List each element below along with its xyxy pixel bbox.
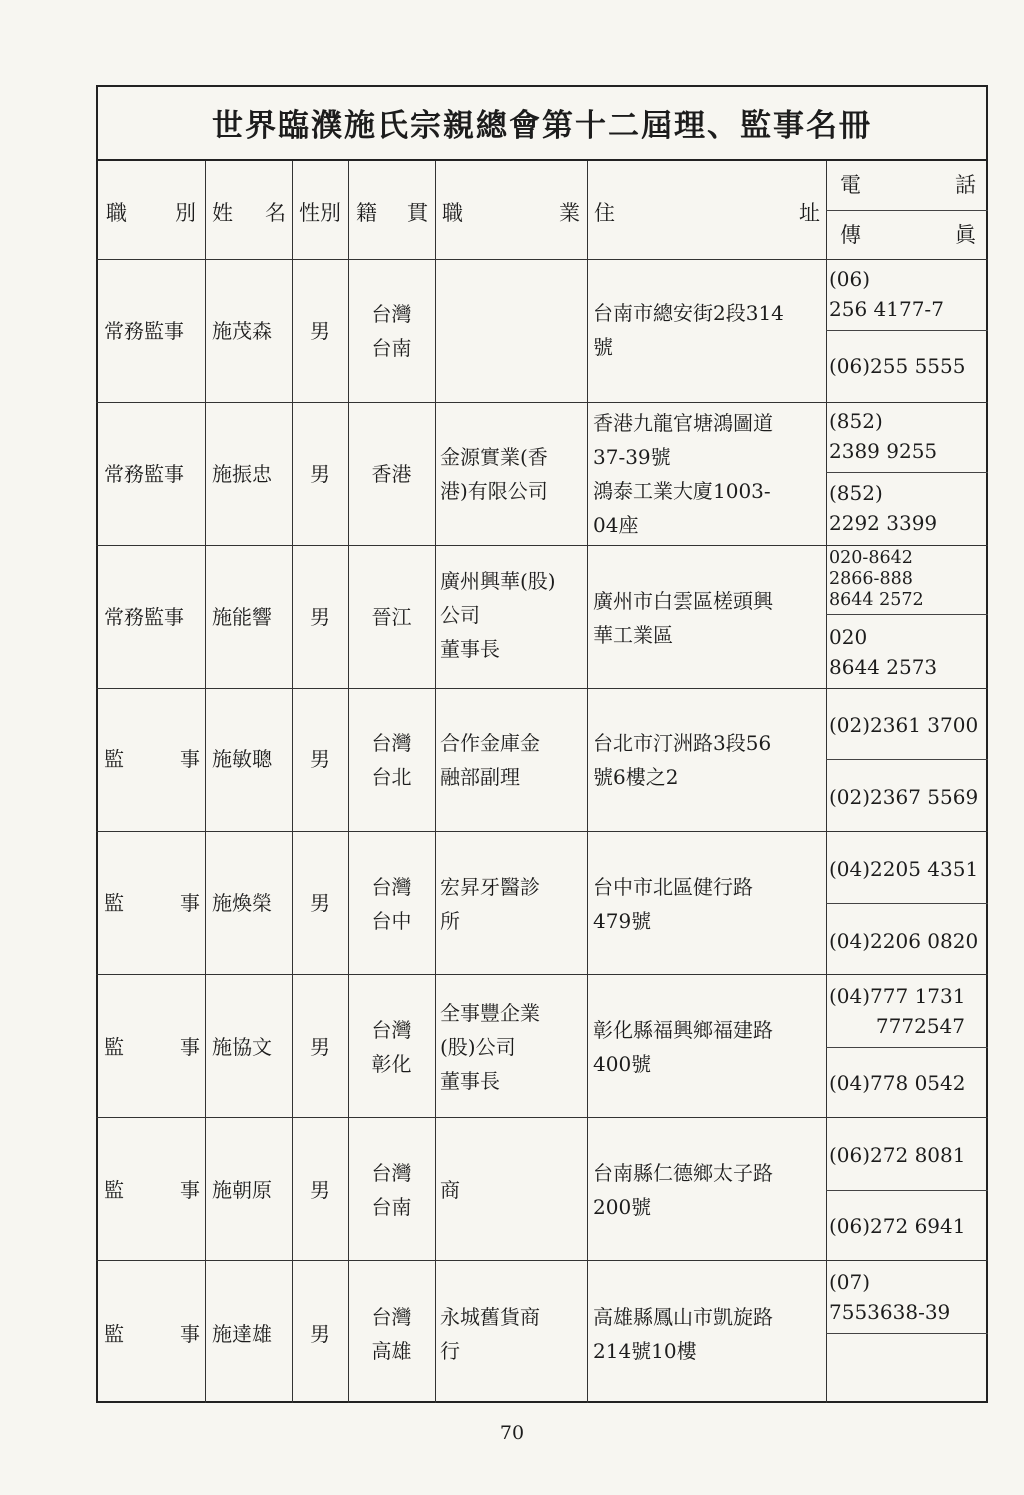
origin-cell: 香港 [371,462,412,486]
header-occupation: 職 業 [442,201,580,225]
phone-fax-divider [826,330,988,331]
header-name: 姓 名 [212,201,286,225]
phone-fax-divider [826,1333,988,1334]
phone-fax-divider [826,614,988,615]
name-cell: 施煥榮 [212,891,272,915]
occupation-cell: 永城舊貨商 行 [440,1305,540,1363]
page-number: 70 [499,1422,525,1444]
occupation-cell: 合作金庫金 融部副理 [440,731,540,789]
occupation-cell: 宏昇牙醫診 所 [440,875,540,933]
address-cell: 高雄縣鳳山市凱旋路 214號10樓 [593,1305,773,1363]
row-divider [96,831,988,832]
phone-fax-divider [826,472,988,473]
origin-cell: 台灣 台北 [371,731,412,789]
phone-fax-divider [826,1190,988,1191]
phone-cell: (04)2205 4351 [829,857,979,881]
name-cell: 施敏聰 [212,747,272,771]
header-phone: 電 話 [840,173,976,197]
address-cell: 台北市汀洲路3段56 號6樓之2 [593,731,772,789]
origin-cell: 台灣 高雄 [371,1305,412,1363]
row-divider [96,402,988,403]
fax-cell: (04)778 0542 [829,1071,966,1095]
gender-cell: 男 [310,462,330,486]
fax-cell: (06)255 5555 [829,354,966,378]
origin-cell: 台灣 台南 [371,302,412,360]
address-cell: 台南縣仁德鄉太子路 200號 [593,1161,773,1219]
gender-cell: 男 [310,1035,330,1059]
header-position: 職 別 [106,201,196,225]
gender-cell: 男 [310,605,330,629]
name-cell: 施達雄 [212,1322,272,1346]
row-divider [96,1117,988,1118]
fax-cell: (04)2206 0820 [829,929,979,953]
phone-cell: (07) 7553638-39 [829,1270,951,1324]
occupation-cell: 全事豐企業 (股)公司 董事長 [440,1001,540,1093]
header-address: 住 址 [594,201,820,225]
address-cell: 香港九龍官塘鴻圖道 37-39號 鴻泰工業大廈1003- 04座 [593,411,773,537]
page-title: 世界臨濮施氏宗親總會第十二屆理、監事名冊 [96,85,988,161]
phone-fax-divider [826,903,988,904]
column-divider [205,161,206,1403]
gender-cell: 男 [310,747,330,771]
position-cell: 監 事 [104,747,200,771]
address-cell: 台南市總安街2段314 號 [593,301,784,359]
origin-cell: 晉江 [371,605,412,629]
column-divider [435,161,436,1403]
phone-fax-divider [826,759,988,760]
origin-cell: 台灣 彰化 [371,1018,412,1076]
fax-cell: (02)2367 5569 [829,785,979,809]
position-cell: 監 事 [104,891,200,915]
phone-cell: (02)2361 3700 [829,713,979,737]
gender-cell: 男 [310,1322,330,1346]
phone-cell: (06) 256 4177-7 [829,267,944,321]
name-cell: 施朝原 [212,1178,272,1202]
phone-cell: (04)777 1731 7772547 [829,984,966,1038]
address-cell: 彰化縣福興鄉福建路 400號 [593,1018,773,1076]
occupation-cell: 廣州興華(股) 公司 董事長 [440,569,556,661]
fax-cell: (852) 2292 3399 [829,481,938,535]
name-cell: 施能響 [212,605,272,629]
phone-cell: (06)272 8081 [829,1143,966,1167]
occupation-cell: 金源實業(香 港)有限公司 [440,445,548,503]
header-origin: 籍 貫 [356,201,428,225]
phone-cell: (852) 2389 9255 [829,409,938,463]
position-cell: 監 事 [104,1035,200,1059]
position-cell: 監 事 [104,1178,200,1202]
row-divider [96,259,988,260]
position-cell: 監 事 [104,1322,200,1346]
name-cell: 施振忠 [212,462,272,486]
position-cell: 常務監事 [104,605,184,629]
name-cell: 施協文 [212,1035,272,1059]
column-divider [826,161,827,1403]
header-gender: 性別 [299,201,341,225]
column-divider [587,161,588,1403]
fax-cell: (06)272 6941 [829,1214,966,1238]
phone-fax-divider [826,1047,988,1048]
phone-cell: 020-8642 2866-888 8644 2572 [829,548,924,610]
name-cell: 施茂森 [212,319,272,343]
header-fax: 傳 眞 [840,223,976,247]
gender-cell: 男 [310,891,330,915]
gender-cell: 男 [310,1178,330,1202]
position-cell: 常務監事 [104,462,184,486]
phone-fax-divider [826,210,988,211]
row-divider [96,1260,988,1261]
origin-cell: 台灣 台南 [371,1161,412,1219]
origin-cell: 台灣 台中 [371,875,412,933]
address-cell: 廣州市白雲區槎頭興 華工業區 [593,589,773,647]
row-divider [96,545,988,546]
row-divider [96,974,988,975]
fax-cell: 020 8644 2573 [829,625,938,679]
position-cell: 常務監事 [104,319,184,343]
address-cell: 台中市北區健行路 479號 [593,875,753,933]
gender-cell: 男 [310,319,330,343]
occupation-cell: 商 [440,1178,460,1202]
row-divider [96,688,988,689]
